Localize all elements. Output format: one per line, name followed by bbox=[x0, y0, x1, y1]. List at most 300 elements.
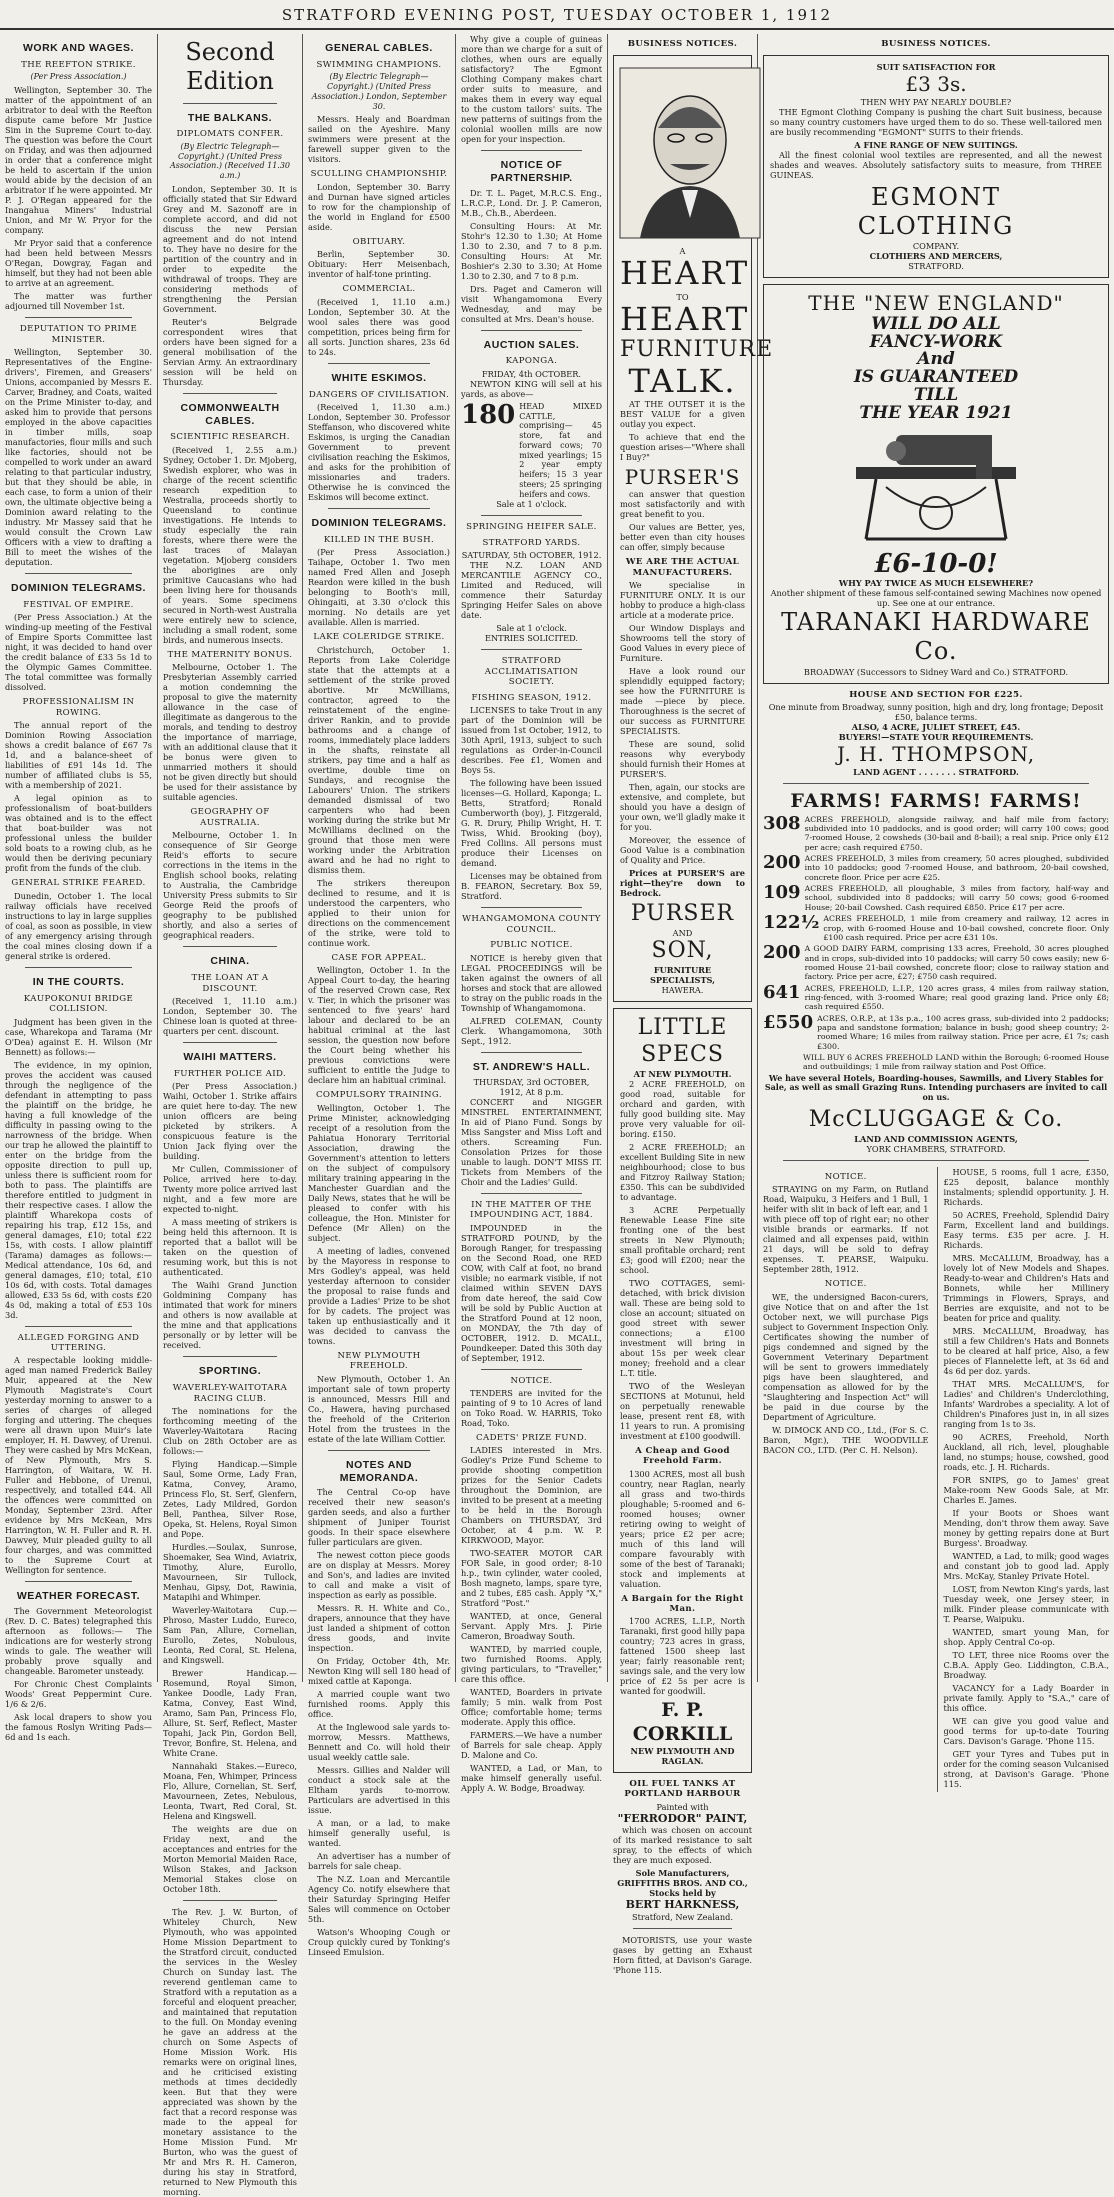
paragraph: Messrs. Healy and Boardman sailed on the Ayeshire. Many swimmers were present at the farewell supper given to the visitors. bbox=[308, 114, 450, 165]
event-date: THURSDAY, 3rd OCTOBER, 1912, At 8 p.m. bbox=[473, 1076, 590, 1097]
paragraph: Wellington, October 1. In the Appeal Court to-day, the hearing of the reserved Crown case, Rex v. Tier, in which the prisoner was sentenced to five years' hard labour and declared to be an habitual criminal at the last session, the question now before the Court being whether his previous convictions were sufficient to entitle the Judge to declare him an habitual criminal. bbox=[308, 965, 450, 1086]
paragraph: Prices at PURSER'S are right—they're down to Bedrock. bbox=[620, 868, 745, 899]
ad-subhead: AT NEW PLYMOUTH. bbox=[633, 1068, 732, 1079]
column-5 bbox=[608, 34, 774, 1975]
notice-heading: NOTICE. bbox=[824, 1279, 867, 1290]
paragraph: Nannahaki Stakes.—Eureco, Moana, Fen, Whimper, Princess Flo, Allure, Cornelian, St. Serf, Mavourneen, Zetes, Nebulous, Leonta, Twart, Red Coral, St. Helena and Kingswell. bbox=[163, 1761, 297, 1822]
column-1 bbox=[0, 34, 158, 1743]
ad-location: NEW PLYMOUTH AND RAGLAN. bbox=[630, 1745, 735, 1766]
classifieds-right bbox=[937, 1167, 1110, 1792]
subheadline: SCIENTIFIC RESEARCH. bbox=[170, 432, 290, 443]
sale-date: FRIDAY, 4th OCTOBER. bbox=[481, 368, 582, 379]
egmont-advert bbox=[763, 55, 1109, 278]
ad-body: One minute from Broadway, sunny position, high and dry, long frontage; Deposit £50, balance terms. bbox=[768, 702, 1104, 723]
column-3 bbox=[303, 34, 456, 1958]
paragraph: CONCERT and NIGGER MINSTREL ENTERTAINMENT, In aid of Piano Fund. Songs by Miss Sangster and Miss Loft and others. Screaming Fun. Consolation Prizes for those unable to laugh. DON'T MISS IT. Tickets from Members of the Choir and the Ladies' Guild. bbox=[461, 1096, 602, 1187]
cattle-lot bbox=[461, 399, 602, 500]
paragraph: 3 ACRE Perpetually Renewable Lease Fine site fronting one of the best streets in New Plymouth; small profitable orchard; rent £3; good will £200; near the school. bbox=[620, 1204, 745, 1275]
classifieds bbox=[763, 1167, 1109, 1792]
subheadline: FESTIVAL OF EMPIRE. bbox=[23, 599, 134, 610]
divider bbox=[481, 1052, 582, 1053]
headline: COMMONWEALTH CABLES. bbox=[180, 401, 280, 427]
paragraph: NEWTON KING will sell at his yards, as above— bbox=[461, 378, 602, 399]
paragraph: (Per Press Association.) At the winding-up meeting of the Festival of Empire Sports Committee last night, it was decided to hand over the credit balance of £33 5s 1d to the Olympic Games Committee. The total committee was formally dissolved. bbox=[5, 612, 152, 693]
farm-number: 641 bbox=[763, 981, 801, 1003]
paragraph: On Friday, October 4th, Mr. Newton King will sell 180 head of mixed cattle at Kaponga. bbox=[308, 1656, 450, 1687]
paragraph: (Received 1, 11.10 a.m.) London, September 30. The Chinese loan is quoted at three-quarters per cent. discount. bbox=[163, 996, 297, 1037]
classified-ad: WANTED, a Lad, to milk; good wages and constant job to good lad. Apply Mrs. McKay, Stanley Private Hotel. bbox=[943, 1550, 1109, 1581]
paragraph: which was chosen on account of its marked resistance to salt spray, to the effects of which they are much exposed. bbox=[613, 1825, 752, 1866]
column-4 bbox=[456, 34, 608, 1794]
ad-brand: COMPANY. bbox=[912, 241, 960, 252]
ad-headline: HEART bbox=[620, 299, 750, 338]
sewing-machine-illustration bbox=[836, 427, 1036, 547]
farm-text: ACRES, FREEHOLD, L.I.P., 120 acres grass, 4 miles from railway station, ring-fenced, with 3-roomed Whare; real good grazing land. Price only £8; cash required £550. bbox=[804, 983, 1109, 1012]
subheadline: GENERAL STRIKE FEARED. bbox=[11, 878, 146, 889]
subheadline: CADETS' PRIZE FUND. bbox=[476, 1432, 587, 1443]
divider bbox=[328, 508, 430, 509]
paragraph: (Received 1, 11.10 a.m.) London, September 30. At the wool sales there was good competition, prices being firm for all sorts. Junction shares, 23s 6d to 24s. bbox=[308, 296, 450, 357]
paragraph: Melbourne, October 1. In consequence of Sir George Reid's efforts to secure corrections in the items in the English school books, relating to Australia, the Cambridge University Press submits to Sir George Reid the proofs of geography to be published shortly, and also a series of geographical readers. bbox=[163, 830, 297, 941]
paragraph: Waverley-Waitotara Cup.—Phroso, Master Luddo, Eureco, Sam Pan, Allure, Cornelian, Eurollo, Zetes, Nobulous, Leonta, Red Coral, St. Helena, and Kingswell. bbox=[163, 1605, 297, 1666]
divider bbox=[481, 907, 582, 908]
paragraph: WANTED, by married couple, two furnished Rooms. Apply, giving particulars, to "Traveller," care this office. bbox=[461, 1644, 602, 1685]
subheadline: IN THE MATTER OF THE IMPOUNDING ACT, 1884. bbox=[470, 1199, 593, 1221]
headline: IN THE COURTS. bbox=[32, 975, 125, 988]
subheadline: COMMERCIAL. bbox=[342, 284, 416, 295]
little-specs-advert bbox=[613, 1008, 752, 1773]
paragraph: (Per Press Association.) Taihape, October 1. Two men named Fred Allen and Joseph Reardon were killed in the bush belonging to Booth's mill, Ohingaiti, at 3.30 o'clock this morning. No details are yet available. Allen is married. bbox=[308, 547, 450, 628]
paragraph: Reuter's Belgrade correspondent wires that orders have been signed for a general mobilisation of the Servian Army. An extraordinary session will be held on Thursday. bbox=[163, 316, 297, 387]
headline: DOMINION TELEGRAMS. bbox=[311, 517, 447, 530]
paragraph: TWO of the Wesleyan SECTIONS at Motunui, held on perpetually renewable lease, present rent £8, with 11 years to run. A promising investment at £100 goodwill. bbox=[620, 1380, 745, 1441]
paragraph: Flying Handicap.—Simple Saul, Some Orme, Lady Fran, Katma, Convey, Aramo, Princess Flo, St. Serf, Glenfern, Zetes, Lady Mildred, Gordon Bell, Panthea, Silver Rose, Opeka, St. Helens, Royal Simon and Pope. bbox=[163, 1459, 297, 1540]
cattle-count: 180 bbox=[461, 399, 516, 430]
divider bbox=[183, 946, 277, 947]
paragraph: NOTICE is hereby given that LEGAL PROCEEDINGS will be taken against the owners of all horses and stock that are allowed to stray on the public roads in the Township of Whangamomona. bbox=[461, 952, 603, 1013]
paragraph: Watson's Whooping Cough or Croup quickly cured by Tonking's Linseed Emulsion. bbox=[308, 1927, 450, 1958]
paragraph: TWO COTTAGES, semi-detached, with brick division wall. These are being sold to close an account; situated on good street with sewer connections; a £100 investment will bring in about 15s per week clear money; freehold and a clear L.T. title. bbox=[620, 1277, 745, 1378]
farm-text: ACRES FREEHOLD, 1 mile from creamery and railway, 12 acres in crop, with 6-roomed House and 10-bail cowshed, concrete floor. Only £100 cash required. Price per acre £31 10s. bbox=[823, 914, 1109, 942]
subheadline: STRATFORD YARDS. bbox=[482, 537, 581, 548]
ad-brand: BERT HARKNESS, bbox=[625, 1898, 740, 1912]
ad-headline: SUIT SATISFACTION FOR bbox=[876, 62, 996, 73]
ad-subhead: A Bargain for the Right Man. bbox=[621, 1593, 744, 1614]
farm-listing bbox=[763, 854, 1109, 882]
new-england-advert bbox=[763, 284, 1109, 683]
section-label: BUSINESS NOTICES. bbox=[627, 39, 738, 49]
divider bbox=[783, 1160, 1089, 1161]
divider bbox=[183, 1356, 277, 1357]
classified-ad: 90 ACRES, Freehold, North Auckland, all rich, level, ploughable land, no stumps; house, cowshed, good roads, etc. J. H. Richards. bbox=[943, 1431, 1109, 1472]
divider bbox=[783, 783, 1089, 784]
headline: SPORTING. bbox=[198, 1365, 262, 1378]
paragraph: 1700 ACRES, L.I.P., North Taranaki, first good hilly papa country; 723 acres in grass, fattened 1500 sheep last year; fairly reasonable rent; savings sale, and the very low price of £2 5s per acre is wanted for goodwill. bbox=[620, 1616, 745, 1697]
column-2 bbox=[158, 34, 303, 2197]
ad-body: Another shipment of these famous self-contained sewing Machines now opened up. See one at our entrance. bbox=[770, 588, 1102, 609]
paragraph: WE, the undersigned Bacon-curers, give Notice that on and after the 1st October next, we will purchase Pigs subject to Government Inspection Only. Certificates showing the number of pigs condemned and signed by the Government Veterinary Department will be sent to growers immediately pigs have been slaughtered, and compensation as allowed for by the "Slaughtering and Inspection Act" will be paid in due course by the Department of Agriculture. bbox=[763, 1291, 929, 1422]
paragraph: Moreover, the essence of Good Value is a combination of Quality and Price. bbox=[620, 835, 745, 866]
ad-headline: TALK. bbox=[628, 361, 737, 400]
paragraph: TWO-SEATER MOTOR CAR FOR Sale, in good order; 8-10 h.p., twin cylinder, water cooled, Bosh magneto, lamps, spare tyre, and 2 tubes, £85 cash. Apply "X," Stratford "Post." bbox=[461, 1548, 602, 1609]
ad-headline: THE "NEW ENGLAND" bbox=[808, 291, 1064, 316]
paragraph: Dunedin, October 1. The local railway officials have received instructions to lay in large supplies of coal, as soon as possible, in view of any emergency arising through the coal mines closing down if a general strike is ordered. bbox=[5, 890, 152, 961]
ad-script: FANCY-WORK bbox=[869, 331, 1003, 352]
subheadline: KAUPOKONUI BRIDGE COLLISION. bbox=[23, 993, 134, 1015]
paragraph: An advertiser has a number of barrels for sale cheap. bbox=[308, 1851, 450, 1872]
paragraph: We specialise in FURNITURE ONLY. It is our hobby to produce a high-class article at a moderate price. bbox=[620, 580, 745, 621]
ad-script: And bbox=[917, 349, 955, 370]
divider bbox=[481, 649, 582, 650]
paragraph: Why give a couple of guineas more than we charge for a suit of clothes, when ours are equally satisfactory? The Egmont Clothing Company makes chart order suits to measure, and makes them in every way equal to the custom tailors' suits. The new patterns of suitings from the colonial woollen mills are now open for your inspection. bbox=[461, 34, 602, 144]
ad-price: £6-10-0! bbox=[874, 548, 998, 579]
paragraph: The N.Z. Loan and Mercantile Agency Co. notify elsewhere that their Saturday Springing Heifer Sales will commence on October 5th. bbox=[308, 1874, 450, 1925]
classified-ad: LOST, from Newton King's yards, last Tuesday week, one Jersey steer, in milk. Finder please communicate with T. Pearse, Waipuku. bbox=[943, 1583, 1109, 1624]
paragraph: At the Inglewood sale yards to-morrow, Messrs. Matthews, Bennett and Co. will hold their usual weekly cattle sale. bbox=[308, 1722, 450, 1763]
subheadline: KILLED IN THE BUSH. bbox=[323, 534, 435, 545]
ad-subhead: THEN WHY PAY NEARLY DOUBLE? bbox=[860, 96, 1012, 107]
divider bbox=[481, 1369, 582, 1370]
farm-listing bbox=[763, 1011, 1109, 1051]
farm-text: ACRES FREEHOLD, all ploughable, 3 miles from factory, half-way and school, subdivided into 8 paddocks; will carry 50 cows; good 6-roomed House; 20-bail Cowshed. Cash required £850. Price £17 per acre. bbox=[804, 884, 1109, 912]
ad-body: We have several Hotels, Boarding-houses, Sawmills, and Livery Stables for Sale, as well as small Grazing Runs. Intending purchasers are invited to call on us. bbox=[764, 1072, 1108, 1103]
paragraph: FARMERS.—We have a number of Barrels for sale cheap. Apply D. Malone and Co. bbox=[461, 1730, 602, 1761]
headline: WEATHER FORECAST. bbox=[16, 1590, 141, 1603]
ad-subhead: A Cheap and Good Freehold Farm. bbox=[635, 1445, 730, 1467]
ad-brand: EGMONT bbox=[871, 182, 1001, 211]
paragraph: WANTED, Boarders in private family; 5 min. walk from Post Office; comfortable home; terms moderate. Apply this office. bbox=[461, 1687, 602, 1728]
paragraph: LADIES interested in Mrs. Godley's Prize Fund Scheme to provide shooting competition prizes for the Senior Cadets throughout the Dominion, are invited to be present at a meeting to be held in the Borough Chambers on THURSDAY, 3rd October, at 4 p.m. W. P. KIRKWOOD, Mayor. bbox=[461, 1445, 602, 1546]
paragraph: A meeting of ladies, convened by the Mayoress in response to Mrs Godley's appeal, was held yesterday afternoon to consider the proposal to raise funds and provide a Ladies' Prize to be shot for by cadets. The project was taken up enthusiastically and it was decided to canvass the towns. bbox=[308, 1245, 450, 1346]
subheadline: CASE FOR APPEAL. bbox=[331, 952, 427, 963]
farm-number: 109 bbox=[763, 882, 801, 904]
ad-location: STRATFORD. bbox=[908, 261, 964, 272]
classifieds-left bbox=[763, 1167, 929, 1792]
paragraph: (Per Press Association.) Waihi, October 1. Strike affairs are quiet here to-day. The new union officers are being picketed by strikers. A conspicuous feature is the Union Jack flying over the building. bbox=[163, 1081, 297, 1162]
edition-title: Second Edition bbox=[185, 38, 275, 96]
source-line: (Per Press Association.) bbox=[30, 72, 127, 82]
divider bbox=[25, 967, 132, 968]
farm-number: 200 bbox=[763, 942, 801, 964]
paragraph: Ask local drapers to show you the famous Roslyn Writing Pads—6d and 1s each. bbox=[5, 1712, 152, 1743]
headline: WAIHI MATTERS. bbox=[183, 1051, 277, 1064]
paragraph: The Government Meteorologist (Rev. D. C. Bates) telegraphed this afternoon as follows:— The indications are for westerly strong winds to gale. The weather will probably prove squally and changeable. Barometer unsteady. bbox=[5, 1606, 152, 1677]
divider bbox=[183, 103, 277, 104]
subheadline: LAKE COLERIDGE STRIKE. bbox=[313, 632, 445, 643]
paragraph: Dr. T. L. Paget, M.R.C.S. Eng., L.R.C.P., Lond. Dr. J. P. Cameron, M.B., Ch.B., Aberdeen. bbox=[461, 187, 602, 218]
farm-number: £550 bbox=[763, 1011, 814, 1033]
ad-location: YORK CHAMBERS, STRATFORD. bbox=[866, 1143, 1006, 1154]
paragraph: A married couple want two furnished rooms. Apply this office. bbox=[308, 1689, 450, 1720]
paragraph: AT THE OUTSET it is the BEST VALUE for a given outlay you expect. bbox=[620, 398, 745, 429]
classified-ad: VACANCY for a Lady Boarder in private family. Apply to "S.A.," care of this office. bbox=[943, 1682, 1109, 1713]
farms-list bbox=[763, 812, 1109, 1072]
ad-subhead: OIL FUEL TANKS AT PORTLAND HARBOUR bbox=[624, 1778, 741, 1800]
ad-lead: A bbox=[679, 246, 686, 257]
subheadline: SCULLING CHAMPIONSHIP. bbox=[310, 169, 448, 180]
headline: WHITE ESKIMOS. bbox=[331, 371, 427, 384]
paragraph: Wellington, October 1. The Prime Minister, acknowledging receipt of a resolution from the Pahiatua Honorary Territorial Association, drawing the Government's attention to letters on the subject of compulsory military training appearing in the Manchester Guardian and the Daily News, states that he will be pleased to confer with his colleague, the Hon. Minister for Defence (Mr Allen) on the subject. bbox=[308, 1102, 450, 1243]
ad-headline: FURNITURE bbox=[620, 336, 774, 362]
divider bbox=[481, 1193, 582, 1194]
paragraph: The newest cotton piece goods are on display at Messrs. Morey and Son's, and ladies are invited to call and make a visit of inspection as early as possible. bbox=[308, 1550, 450, 1601]
headline: THE BALKANS. bbox=[187, 111, 273, 124]
paragraph: Hurdles.—Soulax, Sunrose, Shoemaker, Sea Wind, Aviatrix, Timothy, Alure, Eurollo, Mavourneen, Sir Tullock, Menhau, Gipsy, Dot, Rawinia, Matapihi and Whimper. bbox=[163, 1542, 297, 1603]
divider bbox=[183, 1900, 277, 1901]
subheadline: THE REEFTON STRIKE. bbox=[21, 59, 136, 70]
paragraph: IMPOUNDED in the STRATFORD POUND, by the Borough Ranger, for trespassing on the Second Road, one RED COW, with Calf at foot, no brand visible; no earmark visible, if not claimed within SEVEN DAYS from date hereof, the said Cow will be sold by Public Auction at the Stratford Pound at 12 noon, on MONDAY, the 7th day of OCTOBER, 1912. D. MCALL, Poundkeeper. Dated this 30th day of September, 1912. bbox=[461, 1222, 602, 1363]
paragraph: Melbourne, October 1. The Presbyterian Assembly carried a motion condemning the proposal to give the maternity allowance in the case of illegitimate as dangerous to the morals, and tending to destroy the importance of marriage, with an additional clause that it be bonus were given to unmarried mothers it should not be given directly but should be used for their assistance by suitable agencies. bbox=[163, 662, 297, 803]
paragraph: Then, again, our stocks are extensive, and complete, but should you have a design of your own, we'll gladly make it for you. bbox=[620, 782, 745, 833]
paragraph: (Received 1, 2.55 a.m.) Sydney, October 1. Dr. Mjoberg, Swedish explorer, who was in charge of the recent scientific research expedition to Westralia, proceeds shortly to Queensland to continue investigations. He intends to study especially the rain forests, where there were the last traces of Malayan vegetation. Mjoberg considers the aborigines are only primitive Caucasians who had been living here for thousands of years. Some specimens secured in North-west Australia were entirely new to science, including a small rodent, some birds, and numerous insects. bbox=[163, 444, 297, 645]
ad-brand: F. P. CORKILL bbox=[632, 1699, 733, 1745]
paragraph: MOTORISTS, use your waste gases by getting an Exhaust Horn fitted, at Davison's Garage. 'Phone 115. bbox=[613, 1934, 752, 1975]
headline: NOTES AND MEMORANDA. bbox=[339, 1458, 419, 1484]
farm-number: 122½ bbox=[763, 912, 820, 934]
source-line: (By Electric Telegraph—Copyright.) (United Press Association.) (Received 11.30 a.m.) bbox=[169, 141, 291, 181]
farm-listing bbox=[763, 884, 1109, 912]
ad-subhead: CLOTHIERS AND MERCERS, bbox=[869, 251, 1003, 262]
farm-listing bbox=[763, 981, 1109, 1012]
sale-time: Sale at 1 o'clock. bbox=[496, 499, 567, 510]
divider bbox=[25, 573, 132, 574]
portrait-illustration bbox=[620, 68, 760, 238]
source-line: (By Electric Telegraph—Copyright.) (United Press Association.) London, September 30. bbox=[311, 72, 447, 111]
paragraph: Mr Pryor said that a conference had been held between Messrs O'Regan, Dowgray, Fagan and himself, but they had not been able to arrive at an agreement. bbox=[5, 238, 152, 289]
paragraph: The annual report of the Dominion Rowing Association shows a credit balance of £67 7s 1d, and a balance-sheet of liabilities of £91 14s 1d. The number of affiliated clubs is 55, with a membership of 2021. bbox=[5, 720, 152, 791]
paragraph: Messrs. R. H. White and Co., drapers, announce that they have just landed a shipment of cotton dress goods, and invite inspection. bbox=[308, 1603, 450, 1654]
farm-listing bbox=[763, 1053, 1109, 1072]
paragraph: ALFRED COLEMAN, County Clerk. Whangamomona, 30th Sept., 1912. bbox=[461, 1015, 602, 1046]
paragraph: Our values are Better, yes, better even than city houses can offer, simply because bbox=[620, 522, 745, 553]
farm-number: 308 bbox=[763, 812, 801, 834]
column-6 bbox=[758, 34, 1114, 1789]
headline: GENERAL CABLES. bbox=[325, 42, 433, 54]
farm-text: A GOOD DAIRY FARM, comprising 133 acres, Freehold, 30 acres ploughed and in crops, sub-divided into 10 paddocks; will carry 50 cows easily; new 6-roomed House 21-bail cowshed, concrete floor; close to railway station and factory. Price per acre, £27; £750 cash required. bbox=[804, 944, 1109, 982]
paragraph: The weights are due on Friday next, and the acceptances and entries for the Morton Memorial Maiden Race, Wilson Stakes, and Jackson Memorial Stakes close on October 18th. bbox=[163, 1824, 297, 1895]
paragraph: WANTED, at once, General Servant. Apply Mrs. J. Pirie Cameron, Broadway South. bbox=[461, 1611, 602, 1642]
farm-text: WILL BUY 6 ACRES FREEHOLD LAND within the Borough; 6-roomed House and outbuildings; 1 mile from railway station and Post Office. bbox=[803, 1052, 1109, 1072]
sale-time: Sale at 1 o'clock. bbox=[496, 623, 567, 634]
paragraph: 2 ACRE FREEHOLD, on good road, suitable for orchard and garden, with fully good building site. May prove very valuable for oil-boring. £150. bbox=[620, 1078, 745, 1139]
classified-ad: MRS. McCALLUM, Broadway, has still a few Children's Hats and Bonnets to be cleared at half price, Also, a few pieces of Flannelette left, at 3s 6d and 4s 6d per doz. yards. bbox=[943, 1325, 1109, 1376]
paragraph: can answer that question most satisfactorily and with great benefit to you. bbox=[620, 489, 745, 520]
ad-subhead: Painted with bbox=[656, 1801, 709, 1812]
ad-brand: FURNITURE SPECIALISTS, bbox=[649, 964, 716, 985]
divider bbox=[481, 150, 582, 151]
classified-ad: FOR SNIPS, go to James' great Make-room New Goods Sale, at Mr. Charles E. James. bbox=[943, 1474, 1109, 1505]
subheadline: THE MATERNITY BONUS. bbox=[167, 649, 293, 660]
subheadline: WAVERLEY-WAITOTARA RACING CLUB. bbox=[172, 1383, 288, 1404]
subheadline: OBITUARY. bbox=[352, 236, 406, 247]
paragraph: Consulting Hours: At Mr. Stohr's 12.30 to 1.30; At Home 1.30 to 2.30, and 7 to 8 p.m. Consulting Hours: At Mr. Boshier's 2.30 to 3.30; At Home 1.30 to 2.30, and 7 to 8 p.m. bbox=[461, 220, 602, 281]
subheadline: KAPONGA. bbox=[505, 356, 558, 367]
ad-script: TILL bbox=[913, 385, 959, 406]
classified-ad: WANTED, smart young Man, for shop. Apply Central Co-op. bbox=[943, 1626, 1109, 1647]
cattle-desc: HEAD MIXED CATTLE, comprising— 45 store, fat and forward cows; 70 mixed yearlings; 15 2 year empty heifers; 15 3 year steers; 25 springing heifers and cows. bbox=[519, 401, 602, 499]
farm-number bbox=[763, 1053, 799, 1072]
headline: AUCTION SALES. bbox=[483, 338, 580, 351]
ad-headline: TO bbox=[676, 291, 689, 302]
ad-script: IS GUARANTEED bbox=[853, 367, 1019, 388]
ad-location: Stratford, New Zealand. bbox=[632, 1911, 733, 1922]
divider bbox=[25, 317, 132, 318]
farm-listing bbox=[763, 914, 1109, 942]
farm-text: ACRES FREEHOLD, alongside railway, and half mile from factory; subdivided into 10 paddocks, and is good order; will carry 100 cows; good 7-roomed House, 2 cowsheds (30-bail and 8-bail); a real snip. Price only £12 per acre; cash required £750. bbox=[804, 814, 1109, 852]
divider bbox=[183, 393, 277, 394]
paragraph: London, September 30. It is officially stated that Sir Edward Grey and M. Sazonoff are in complete accord, and did not discuss the new Persian agreement and do not intend to. They have no desire for the partition of the country and in order to expedite the withdrawal of troops. They are considering methods of strengthening the Persian Government. bbox=[163, 183, 297, 314]
classified-ad: THAT MRS. McCALLUM'S, for Ladies' and Children's Underclothing, Infants' Wardrobes a speciality. A lot of Children's Pinafores just in, in all sizes ranging from 1s to 3s. bbox=[943, 1378, 1109, 1429]
paragraph: The Central Co-op have received their new season's garden seeds, and also a further shipment of Juniper Tourist goods. In their space elsewhere fuller particulars are given. bbox=[308, 1487, 450, 1548]
divider bbox=[25, 1326, 132, 1327]
paragraph: For Chronic Chest Complaints Woods' Great Peppermint Cure. 1/6 & 2/6. bbox=[5, 1679, 152, 1710]
ad-brand: AND bbox=[672, 928, 693, 939]
ad-brand: McCLUGGAGE & Co. bbox=[808, 1106, 1064, 1132]
farms-headline: FARMS! FARMS! FARMS! bbox=[790, 789, 1082, 812]
paragraph: W. DIMOCK AND CO., Ltd., (For S. C. Baron, Mgr.), THE WOODVILLE BACON CO., LTD. (Per C. H. Nelson). bbox=[763, 1424, 929, 1455]
paragraph: Licenses may be obtained from B. FEARON, Secretary. Box 59, Stratford. bbox=[461, 871, 602, 902]
ad-subhead: BUYERS!—STATE YOUR REQUIREMENTS. bbox=[838, 732, 1034, 743]
ad-subhead: WE ARE THE ACTUAL MANUFACTURERS. bbox=[625, 557, 740, 578]
ad-subhead: Sole Manufacturers, GRIFFITHS BROS. AND CO., Stocks held by bbox=[617, 1868, 748, 1899]
paragraph: THE N.Z. LOAN AND MERCANTILE AGENCY CO., Limited and Reduced, will commence their Saturday Springing Heifer Sales on above date. bbox=[461, 560, 602, 621]
paragraph: The Waihi Grand Junction Goldmining Company has intimated that work for miners and others is now available at the mine and that applications personally or by letter will be received. bbox=[163, 1280, 297, 1351]
classified-ad: 50 ACRES, Freehold, Splendid Dairy Farm, Excellent land and buildings. Easy terms. £35 per acre. J. H. Richards. bbox=[943, 1209, 1109, 1250]
ad-subhead: LAND AGENT . . . . . . . STRATFORD. bbox=[853, 766, 1019, 777]
ad-subhead: ALSO, 4 ACRE, JULIET STREET, £45. bbox=[851, 722, 1021, 733]
ad-price: £3 3s. bbox=[905, 72, 967, 97]
ad-script: THE YEAR 1921 bbox=[859, 403, 1013, 424]
paragraph: 2 ACRE FREEHOLD; an excellent Building Site in new neighbourhood; close to bus and Fitzroy Railway Station; £350. This can be subdivided to advantage. bbox=[620, 1141, 745, 1202]
paragraph: THE Egmont Clothing Company is pushing the chart Suit business, because so many country customers have urged them to do so. These well-tailored men are busily recommending "EGMONT" SUITS to their friends. bbox=[770, 106, 1102, 137]
paragraph: These are sound, solid reasons why everybody should furnish their Homes at PURSER'S. bbox=[620, 739, 745, 780]
paragraph: Drs. Paget and Cameron will visit Whangamomona Every Wednesday, and may be consulted at Mrs. Dean's house. bbox=[461, 283, 602, 324]
paragraph: The nominations for the forthcoming meeting of the Waverley-Waitotara Racing Club on 28th October are as follows:— bbox=[163, 1406, 297, 1457]
paragraph: Christchurch, October 1. Reports from Lake Coleridge state that the attempts at a settlement of the strike proved abortive. Mr McWilliams, contractor, agreed to the reinstatement of the engine-driver Rankin, and to provide bathrooms and a change of rooms, immediately place ladders in the shafts, reinstate all strikers, pay time and a half as overtime, double time on Sundays, and recognise the Labourers' Union. The strikers demanded dismissal of two carpenters who had been working during the strike but Mr McWilliams declined on the ground that those men were working under the Arbitration award and he had no right to dismiss them. bbox=[308, 644, 450, 875]
paragraph: (Received 1, 11.30 a.m.) London, September 30. Professor Steffanson, who discovered white Eskimos, is urging the Canadian Government to prevent civilisation reaching the Eskimos, and asks for the prohibition of missionaries and traders. Otherwise he is convinced the Eskimos will become extinct. bbox=[308, 402, 450, 503]
subheadline: ALLEGED FORGING AND UTTERING. bbox=[17, 1332, 140, 1353]
ad-subhead: WHY PAY TWICE AS MUCH ELSEWHERE? bbox=[838, 578, 1034, 589]
classified-ad: MRS. McCALLUM, Broadway, has a lovely lot of New Models and Shapes. Ready-to-wear and Children's Hats and Bonnets, while her Millinery Trimmings in Flowers, Sprays, and Berries are exquisite, and not to be beaten for price and quality. bbox=[943, 1252, 1109, 1323]
farm-number: 200 bbox=[763, 852, 801, 874]
headline: ST. ANDREW'S HALL. bbox=[472, 1060, 591, 1073]
paragraph: A legal opinion as to professionalism of boat-builders was obtained and is to the effect that boat-builder was not professional unless the builder sold boats to a rowing club, as he would then be deriving pecuniary profit from the funds of the club. bbox=[5, 793, 152, 874]
headline: NOTICE OF PARTNERSHIP. bbox=[490, 159, 573, 184]
masthead-title: STRATFORD EVENING POST, TUESDAY OCTOBER 1, 1912 bbox=[281, 6, 833, 24]
paragraph: Our Window Displays and Showrooms tell the story of Good Values in every piece of Furniture. bbox=[620, 623, 745, 664]
paragraph: To achieve that end the question arises—"Where shall I Buy?" bbox=[620, 431, 745, 462]
divider bbox=[328, 363, 430, 364]
divider bbox=[481, 330, 582, 331]
subheadline: SPRINGING HEIFER SALE. bbox=[466, 522, 597, 533]
paragraph: LICENSES to take Trout in any part of the Dominion will be issued from 1st October, 1912, to 30th April, 1913, subject to such regulations as Order-in-Council describes. Fee £1, Women and Boys 5s. bbox=[461, 705, 602, 776]
ad-brand: J. H. THOMPSON, bbox=[836, 742, 1036, 767]
classified-ad: TO LET, three nice Rooms over the C.B.A. Apply Geo. Liddington, C.B.A., Broadway. bbox=[943, 1649, 1109, 1680]
paragraph: Wellington, September 30. Representatives of the Engine-drivers', Firemen, and Greasers' Unions, accompanied by Messrs E. Carver, Bradney, and Coats, waited on the Prime Minister to-day, and asked him to provide that persons employed in the above capacities in timber mills, soap manufactories, flour mills and such like factories, should not be compelled to work under an award relating to that particular industry, but that they should be able, in each case, to form a union of their own, the ultimate objective being a Dominion award relating to the industry. Mr Massey said that he would consult the Crown Law Officers with a view to drafting a Bill to meet the wishes of the deputation. bbox=[5, 347, 152, 567]
ad-subhead: LAND AND COMMISSION AGENTS, bbox=[854, 1133, 1018, 1144]
section-label: BUSINESS NOTICES. bbox=[881, 39, 991, 49]
masthead bbox=[0, 2, 1114, 30]
farm-text: ACRES FREEHOLD, 3 miles from creamery, 50 acres ploughed, subdivided into 10 paddocks; good 7-roomed House, and bathroom, 20-bail cowshed, concrete floor. Price per acre £25. bbox=[804, 854, 1109, 882]
headline: CHINA. bbox=[210, 955, 250, 968]
paragraph: Brewer Handicap.—Rosemund, Royal Simon, Yankee Doodle, Lady Fran, Katma, Convey, East Wind, Aramo, Sam Pan, Princess Flo, Allure, St. Serf, Reflect, Master Topahi, Jack Pin, Gordon Bell, Trevor, Bonfire, St. Helena, and White Crane. bbox=[163, 1668, 297, 1759]
paragraph: The matter was further adjourned till November 1st. bbox=[5, 291, 152, 312]
divider bbox=[25, 1581, 132, 1582]
subheadline: NOTICE. bbox=[510, 1375, 553, 1386]
subheadline: NEW PLYMOUTH FREEHOLD. bbox=[337, 1350, 421, 1372]
paragraph: The following have been issued licenses—G. Hollard, Kaponga; L. Betts, Stratford; Ronald Cumberworth (boy), J. Fitzgerald, G. R. Drury, Philip Wright, H. T. Twiss, Whid. Brooking (boy), Fred Collins. All persons must produce their Licenses on demand. bbox=[461, 778, 602, 869]
paragraph: Messrs. Gillies and Nalder will conduct a stock sale at the Eltham yards to-morrow. Particulars are advertised in this issue. bbox=[308, 1765, 450, 1816]
subheadline: DIPLOMATS CONFER. bbox=[176, 129, 284, 140]
paragraph: WANTED, a Lad, or Man, to make himself generally useful. Apply A. W. Bodge, Broadway. bbox=[461, 1763, 602, 1794]
subheadline: DEPUTATION TO PRIME MINISTER. bbox=[19, 324, 138, 345]
entries-note: ENTRIES SOLICITED. bbox=[485, 633, 578, 644]
headline: DOMINION TELEGRAMS. bbox=[11, 582, 146, 594]
paragraph: The evidence, in my opinion, proves the accident was caused through the negligence of the defendant in attempting to pass the plaintiff on the bridge, he having a full knowledge of the difficulty in passing owing to the narrowness of the bridge. When our trap he allowed the plaintiff to enter on the bridge from the opposite direction to pull up, unless there is sufficient room for both to pass. The plaintiffs are therefore entitled to judgment in their respective cases. I allow the plaintiff Wharekopa costs of repairing his trap, £12 15s, and general damages, £10; total £22 15s, with costs. I allow plaintiff (Tarama) damages as follows:—Medical attendance, 10s 6d, and general damages, £10; total, £10 10s 6d, with costs. Total damages allowed, £33 5s 6d, with costs £20 4s 0d, making a total of £53 10s 3d. bbox=[5, 1059, 152, 1320]
subheadline: GEOGRAPHY OF AUSTRALIA. bbox=[190, 807, 270, 828]
headline: WORK AND WAGES. bbox=[23, 42, 134, 54]
notice-heading: NOTICE. bbox=[824, 1171, 867, 1182]
ad-brand: PURSER'S bbox=[624, 464, 741, 489]
ad-brand: TARANAKI HARDWARE Co. bbox=[781, 608, 1091, 666]
paragraph: The Rev. J. W. Burton, of Whiteley Church, New Plymouth, who was appointed Home Mission Department to the Stratford circuit, conducted the services in the Wesley Church on Sunday last. The reverend gentleman came to Stratford with a reputation as a forceful and eloquent preacher, and maintained that reputation to the full. On Monday evening he gave an address at the church on Some Aspects of Home Mission Work. His remarks were on original lines, and he criticised existing methods at times decidedly keen. But that they were appreciated was shown by the fact that a record response was made to the appeal for monetary assistance to the Home Mission Fund. Mr Burton, who was the guest of Mr and Mrs R. H. Cameron, during his stay in Stratford, returned to New Plymouth this morning. bbox=[163, 1907, 297, 2197]
subheadline: PUBLIC NOTICE. bbox=[490, 940, 573, 951]
paragraph: Berlin, September 30. Obituary: Herr Meisenbach, inventor of half-tone printing. bbox=[308, 249, 450, 280]
paragraph: A mass meeting of strikers is being held this afternoon. It is reported that a ballot will be taken on the question of resuming work, but this is not authenticated. bbox=[163, 1217, 297, 1278]
subheadline: STRATFORD ACCLIMATISATION SOCIETY. bbox=[484, 656, 579, 688]
subheadline: DANGERS OF CIVILISATION. bbox=[308, 389, 450, 400]
ad-location: BROADWAY (Successors to Sidney Ward and Co.) STRATFORD. bbox=[803, 666, 1069, 677]
subheadline: FURTHER POLICE AID. bbox=[173, 1068, 287, 1079]
ad-brand: CLOTHING bbox=[857, 212, 1015, 241]
paragraph: Have a look round our splendidly equipped factory; see how the FURNITURE is made —piece by piece. Thoroughness is the secret of our success as FURNITURE SPECIALISTS. bbox=[620, 666, 745, 737]
ad-brand: SON, bbox=[651, 938, 714, 964]
paragraph: STRAYING on my Farm, on Rutland Road, Waipuku, 3 Heifers and 1 Bull, 1 heifer with slit in back of left ear, and 1 with piece off top of right ear; no other visible brands or earmarks. If not claimed and all expenses paid, within 21 days, will be sold to defray expenses. T. PEARSE, Waipuku. September 28th, 1912. bbox=[763, 1184, 929, 1275]
paragraph: A respectable looking middle-aged man named Frederick Bailey Muir, appeared at the New Plymouth Magistrate's Court yesterday morning to answer to a series of charges of alleged forging and uttering. The cheques were all drawn upon Muir's late employer, H. H. Dawvey, of Urenui. They were cashed by Mrs McKean, of New Plymouth, Mrs S. Harrington, of Waitara, W. H. Fuller and Hebbone, of Urenui, respectively, and totalled £44. All the offences were committed on Monday, September 23rd. After evidence by Mrs McKean, Mrs Harrington, W. H. Fuller and R. H. Dawvey, Muir pleaded guilty to all four charges, and was committed to the Supreme Court at Wellington for sentence. bbox=[5, 1355, 152, 1576]
classified-ad: WE can give you good value and good terms for up-to-date Touring Cars. Davison's Garage. 'Phone 115. bbox=[943, 1715, 1109, 1746]
sale-date: SATURDAY, 5th OCTOBER, 1912. bbox=[461, 550, 602, 561]
subheadline: THE LOAN AT A DISCOUNT. bbox=[191, 973, 269, 994]
subheadline: FISHING SEASON, 1912. bbox=[471, 692, 592, 703]
paragraph: Judgment has been given in the case, Wharekopa and Tarama (Mr O'Dea) against E. H. Wilson (Mr Bennett) as follows:— bbox=[5, 1016, 152, 1057]
paragraph: New Plymouth, October 1. An important sale of town property is announced, Messrs Hill and Co., Hawera, having purchased the freehold of the Criterion Hotel from the trustees in the estate of the late William Cottier. bbox=[308, 1373, 450, 1444]
paragraph: 1300 ACRES, most all bush country, near Raglan, nearly all grass and two-thirds ploughable; 5-roomed and 6-roomed houses; owner retiring owing to weight of years; price £2 per acre; much of this land will compare favourably with some of the best of Taranaki; stock and implements at valuation. bbox=[620, 1468, 745, 1589]
subheadline: COMPULSORY TRAINING. bbox=[315, 1090, 443, 1101]
subheadline: SWIMMING CHAMPIONS. bbox=[316, 59, 442, 70]
farm-listing bbox=[763, 812, 1109, 852]
farm-text: ACRES, O.R.P., at 13s p.a., 100 acres grass, sub-divided into 2 paddocks; papa and sandstone formation; balance in bush; good sheep country; 2-roomed Whare; 16 miles from railway station. Price per acre, £1 7s; cash £300. bbox=[817, 1013, 1109, 1051]
paragraph: A man, or a lad, to make himself generally useful, is wanted. bbox=[308, 1818, 450, 1849]
divider bbox=[183, 1042, 277, 1043]
paragraph: TENDERS are invited for the painting of 9 to 10 Acres of land on Toko Road. W. HARRIS, Toko Road, Toko. bbox=[461, 1387, 602, 1428]
ad-brand: "FERRODOR" PAINT, bbox=[617, 1811, 748, 1825]
classified-ad: GET your Tyres and Tubes put in order for the coming season Vulcanised strong, at Davison's Garage. 'Phone 115. bbox=[943, 1748, 1109, 1789]
classified-ad: HOUSE, 5 rooms, full 1 acre, £350, £25 deposit, balance monthly instalments; splendid opportunity. J. H. Richards. bbox=[943, 1166, 1109, 1207]
paragraph: All the finest colonial wool textiles are represented, and all the newest shades and weaves. Absolutely satisfactory suits to measure, from THREE GUINEAS. bbox=[770, 149, 1102, 180]
ad-headline: HEART bbox=[620, 254, 750, 293]
subheadline: PROFESSIONALISM IN ROWING. bbox=[22, 697, 135, 718]
ad-subhead: A FINE RANGE OF NEW SUITINGS. bbox=[854, 139, 1018, 150]
purser-advert bbox=[613, 55, 774, 1001]
divider bbox=[328, 1450, 430, 1451]
paragraph: Wellington, September 30. The matter of the appointment of an arbitrator to deal with the Reefton dispute came before Mr Justice Sim in the Supreme Court to-day. The question was before the Court on Friday, and was then adjourned in order that a conference might be held to ascertain if the union would abide by the decision of an arbitrator if he were appointed. Mr P. J. O'Regan appeared for the Inangahua Miners' Industrial Union, and Mr W. Pryor for the company. bbox=[5, 85, 152, 236]
divider bbox=[633, 1928, 732, 1929]
classified-ad: If your Boots or Shoes want Mending, don't throw them away. Save money by getting repairs done at Burt Burgess'. Broadway. bbox=[943, 1507, 1109, 1548]
paragraph: The strikers thereupon declined to resume, and it is understood the carpenters, who applied to their union for directions on the commencement of the strike, were told to continue work. bbox=[308, 877, 450, 948]
paragraph: London, September 30. Barry and Durnan have signed articles to row for the championship of the world in England for £500 aside. bbox=[308, 181, 450, 232]
ad-location: HAWERA. bbox=[661, 984, 704, 995]
ad-script: WILL DO ALL bbox=[871, 313, 1001, 334]
